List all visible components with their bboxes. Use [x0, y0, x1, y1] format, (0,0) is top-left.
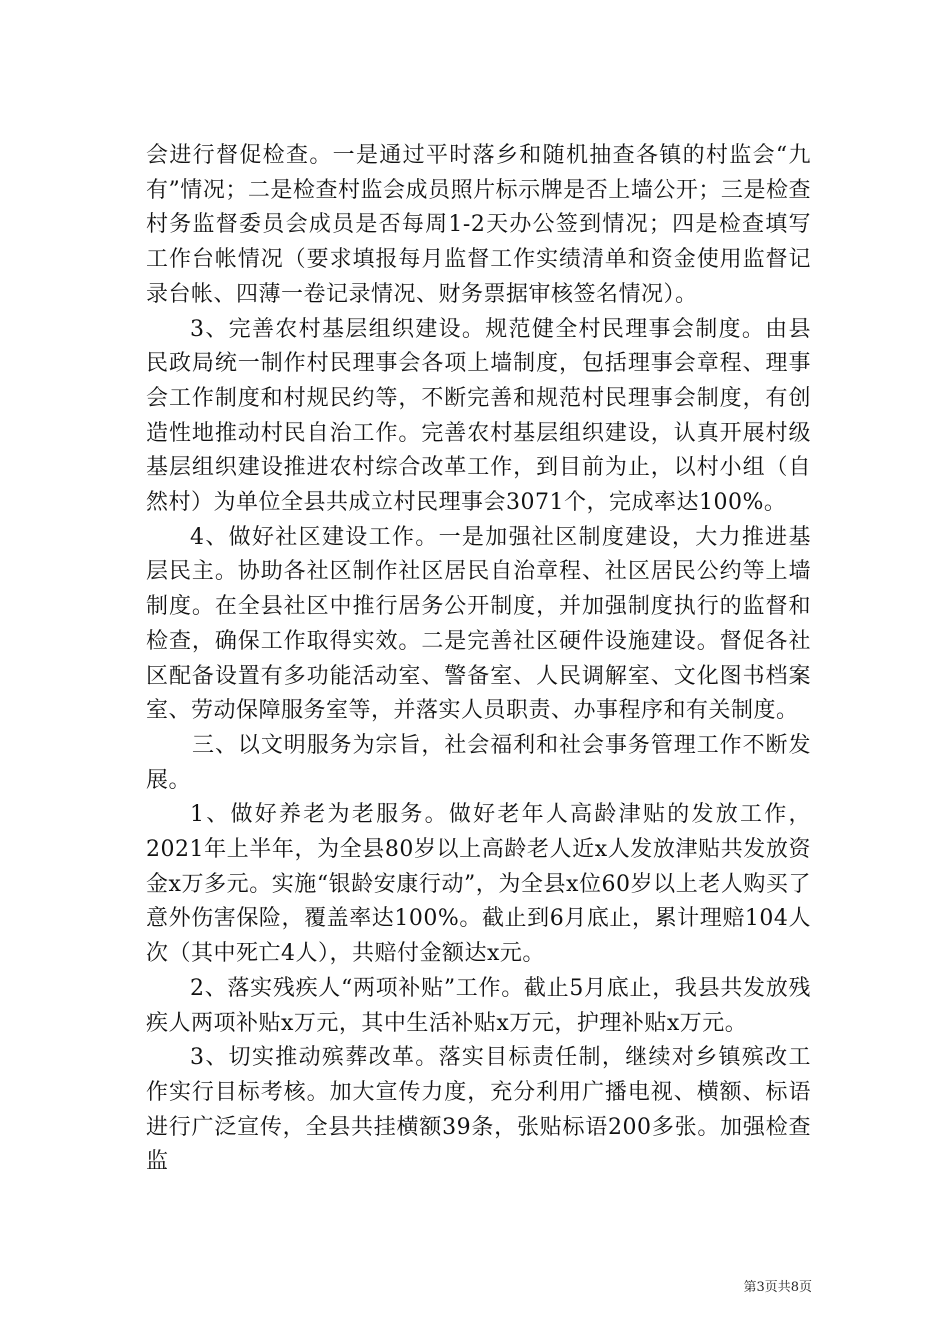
paragraph-disability-subsidies: 2、落实残疾人“两项补贴”工作。截止5月底止，我县共发放残疾人两项补贴x万元，其中生活补贴x万元，护理补贴x万元。 — [146, 975, 811, 1036]
document-body — [146, 139, 811, 1180]
paragraph-rural-organization: 3、完善农村基层组织建设。规范健全村民理事会制度。由县民政局统一制作村民理事会各项上墙制度，包括理事会章程、理事会工作制度和村规民约等，不断完善和规范村民理事会制度，有创造性地推动村民自治工作。完善农村基层组织建设，认真开展村级基层组织建设推进农村综合改革工作，到目前为止，以村小组（自然村）为单位全县共成立村民理事会3071个，完成率达100%。 — [146, 316, 811, 516]
paragraph-continuation: 会进行督促检查。一是通过平时落乡和随机抽查各镇的村监会“九有”情况；二是检查村监会成员照片标示牌是否上墙公开；三是检查村务监督委员会成员是否每周1-2天办公签到情况；四是检查填写工作台帐情况（要求填报每月监督工作实绩清单和资金使用监督记录台帐、四薄一卷记录情况、财务票据审核签名情况）。 — [146, 143, 811, 307]
paragraph-elderly-services: 1、做好养老为老服务。做好老年人高龄津贴的发放工作，2021年上半年，为全县80岁以上高龄老人近x人发放津贴共发放资金x万多元。实施“银龄安康行动”，为全县x位60岁以上老人购买了意外伤害保险，覆盖率达100%。截止到6月底止，累计理赔104人次（其中死亡4人），共赔付金额达x元。 — [146, 802, 811, 967]
paragraph-community-building: 4、做好社区建设工作。一是加强社区制度建设，大力推进基层民主。协助各社区制作社区居民自治章程、社区居民公约等上墙制度。在全县社区中推行居务公开制度，并加强制度执行的监督和检查，确保工作取得实效。二是完善社区硬件设施建设。督促各社区配备设置有多功能活动室、警备室、人民调解室、文化图书档案室、劳动保障服务室等，并落实人员职责、办事程序和有关制度。 — [146, 524, 811, 724]
section-heading-social-welfare: 三、以文明服务为宗旨，社会福利和社会事务管理工作不断发展。 — [146, 732, 811, 793]
paragraph-funeral-reform: 3、切实推动殡葬改革。落实目标责任制，继续对乡镇殡改工作实行目标考核。加大宣传力度，充分利用广播电视、横额、标语进行广泛宣传，全县共挂横额39条，张贴标语200多张。加强检查监 — [146, 1045, 811, 1175]
page-number: 第3页共8页 — [743, 1280, 812, 1295]
